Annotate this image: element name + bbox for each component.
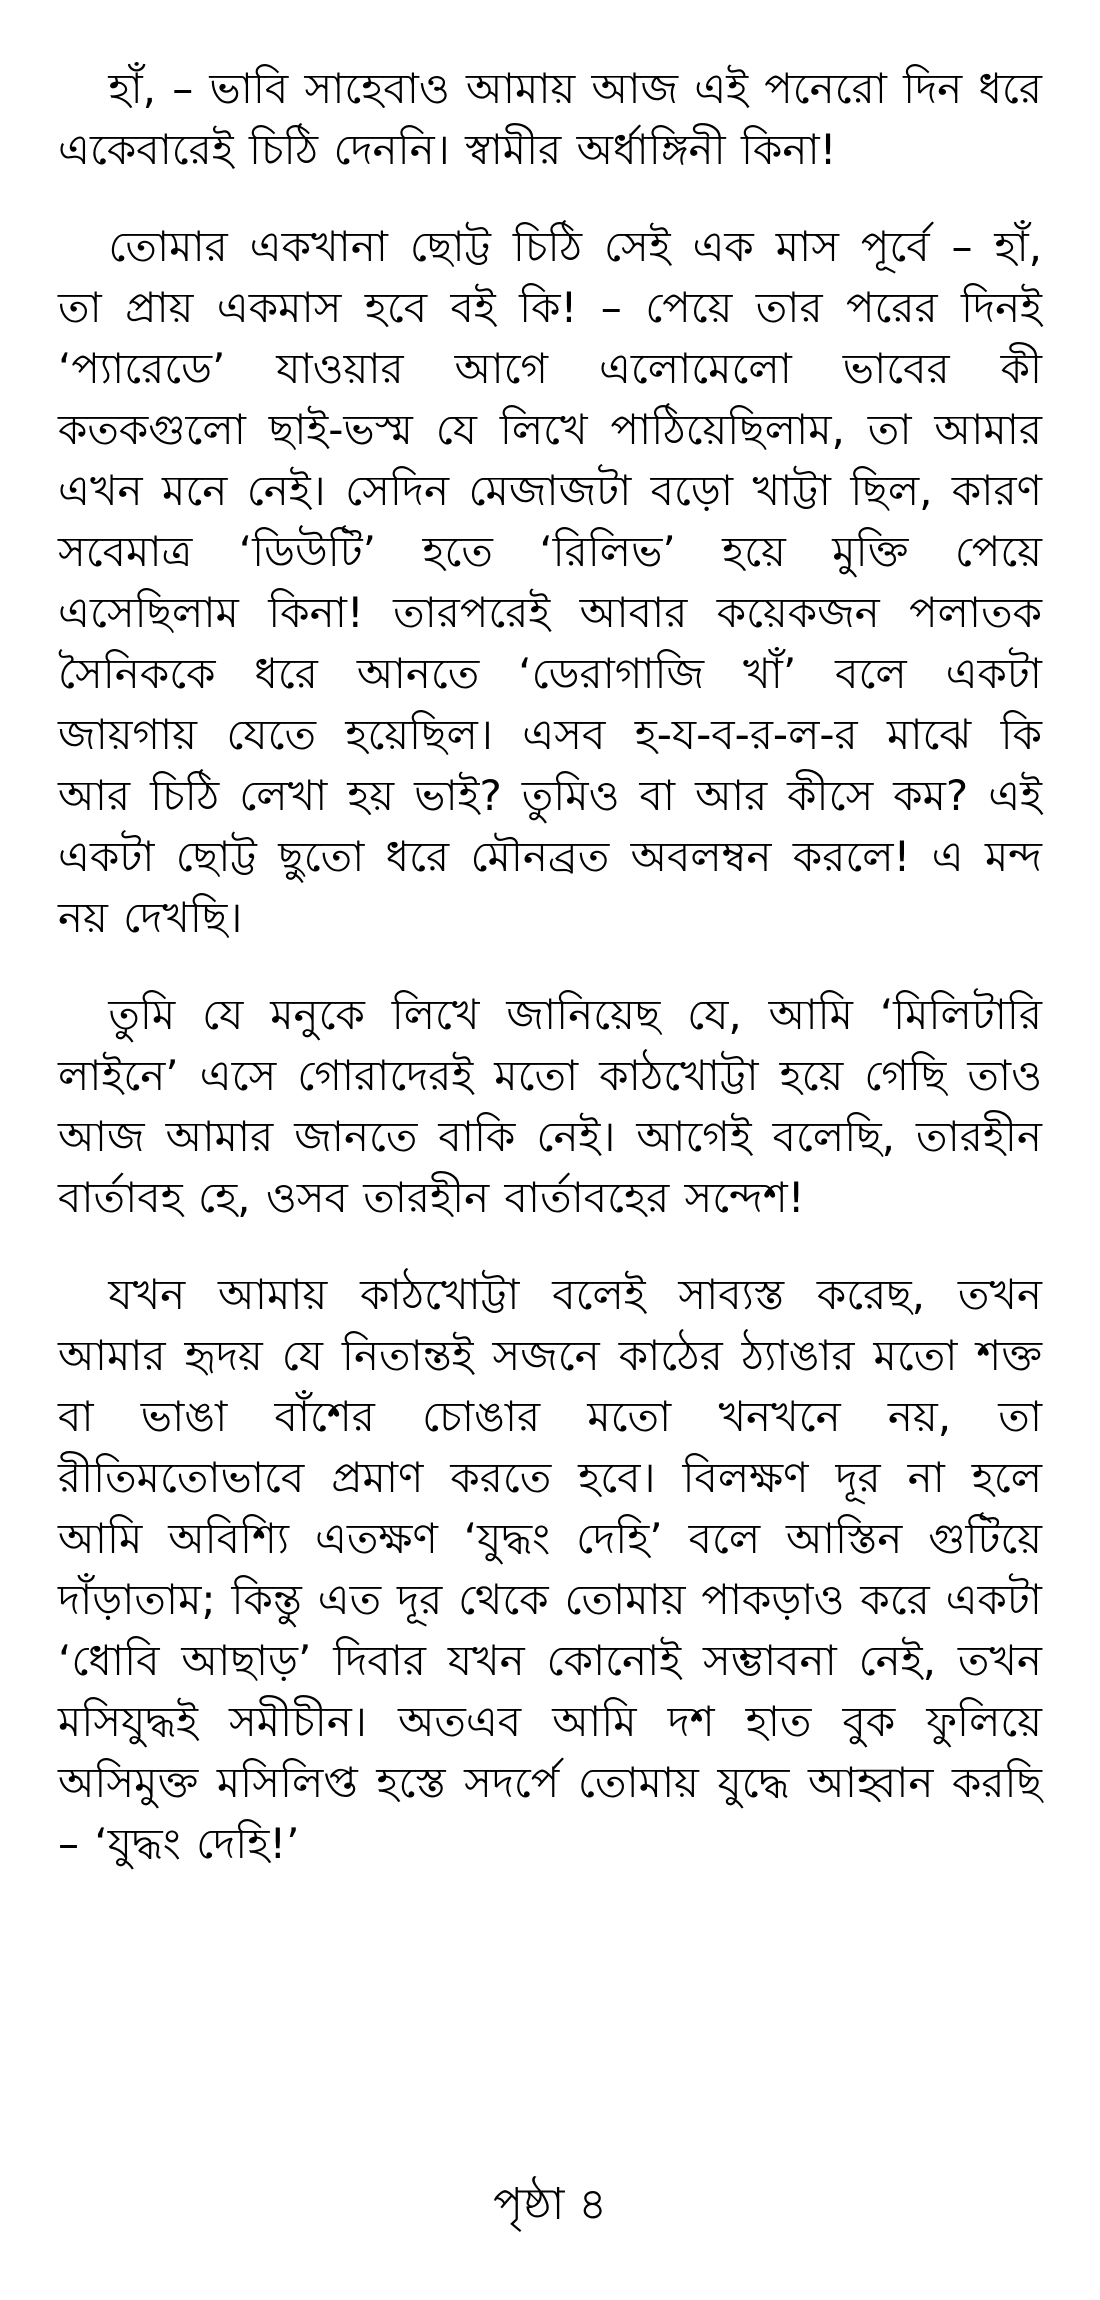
paragraph-4: যখন আমায় কাঠখোট্টা বলেই সাব্যস্ত করেছ, তখন আমার হৃদয় যে নিতান্তই সজনে কাঠের ঠ্যাঙার মতো শক্ত বা ভাঙা বাঁশের চোঙার মতো খনখনে নয়, তা রীতিমতোভাবে প্রমাণ করতে হবে। বিলক্ষণ দূর না হলে আমি অবিশ্যি এতক্ষণ ‘যুদ্ধং দেহি’ বলে আস্তিন গুটিয়ে দাঁড়াতাম; কিন্তু এত দূর থেকে তোমায় পাকড়াও করে একটা ‘ধোবি আছাড়’ দিবার যখন কোনোই সম্ভাবনা নেই, তখন মসিযুদ্ধই সমীচীন। অতএব আমি দশ হাত বুক ফুলিয়ে অসিমুক্ত মসিলিপ্ত হস্তে সদর্পে তোমায় যুদ্ধে আহ্বান করছি – ‘যুদ্ধং দেহি!’ (58, 1270, 1042, 1868)
paragraph-1: হাঁ, – ভাবি সাহেবাও আমায় আজ এই পনেরো দিন ধরে একেবারেই চিঠি দেননি। স্বামীর অর্ধাঙ্গিনী কিনা! (58, 64, 1042, 174)
page-number: পৃষ্ঠা ৪ (493, 2179, 607, 2230)
paragraph-3: তুমি যে মনুকে লিখে জানিয়েছ যে, আমি ‘মিলিটারি লাইনে’ এসে গোরাদেরই মতো কাঠখোট্টা হয়ে গেছি তাও আজ আমার জানতে বাকি নেই। আগেই বলেছি, তারহীন বার্তাবহ হে, ওসব তারহীন বার্তাবহের সন্দেশ! (58, 990, 1042, 1222)
paragraph-2: তোমার একখানা ছোট্ট চিঠি সেই এক মাস পূর্বে – হাঁ, তা প্রায় একমাস হবে বই কি! – পেয়ে তার পরের দিনই ‘প্যারেডে’ যাওয়ার আগে এলোমেলো ভাবের কী কতকগুলো ছাই-ভস্ম যে লিখে পাঠিয়েছিলাম, তা আমার এখন মনে নেই। সেদিন মেজাজটা বড়ো খাট্টা ছিল, কারণ সবেমাত্র ‘ডিউটি’ হতে ‘রিলিভ’ হয়ে মুক্তি পেয়ে এসেছিলাম কিনা! তারপরেই আবার কয়েকজন পলাতক সৈনিককে ধরে আনতে ‘ডেরাগাজি খাঁ’ বলে একটা জায়গায় যেতে হয়েছিল। এসব হ-য-ব-র-ল-র মাঝে কি আর চিঠি লেখা হয় ভাই? তুমিও বা আর কীসে কম? এই একটা ছোট্ট ছুতো ধরে মৌনব্রত অবলম্বন করলে! এ মন্দ নয় দেখছি। (58, 222, 1042, 942)
